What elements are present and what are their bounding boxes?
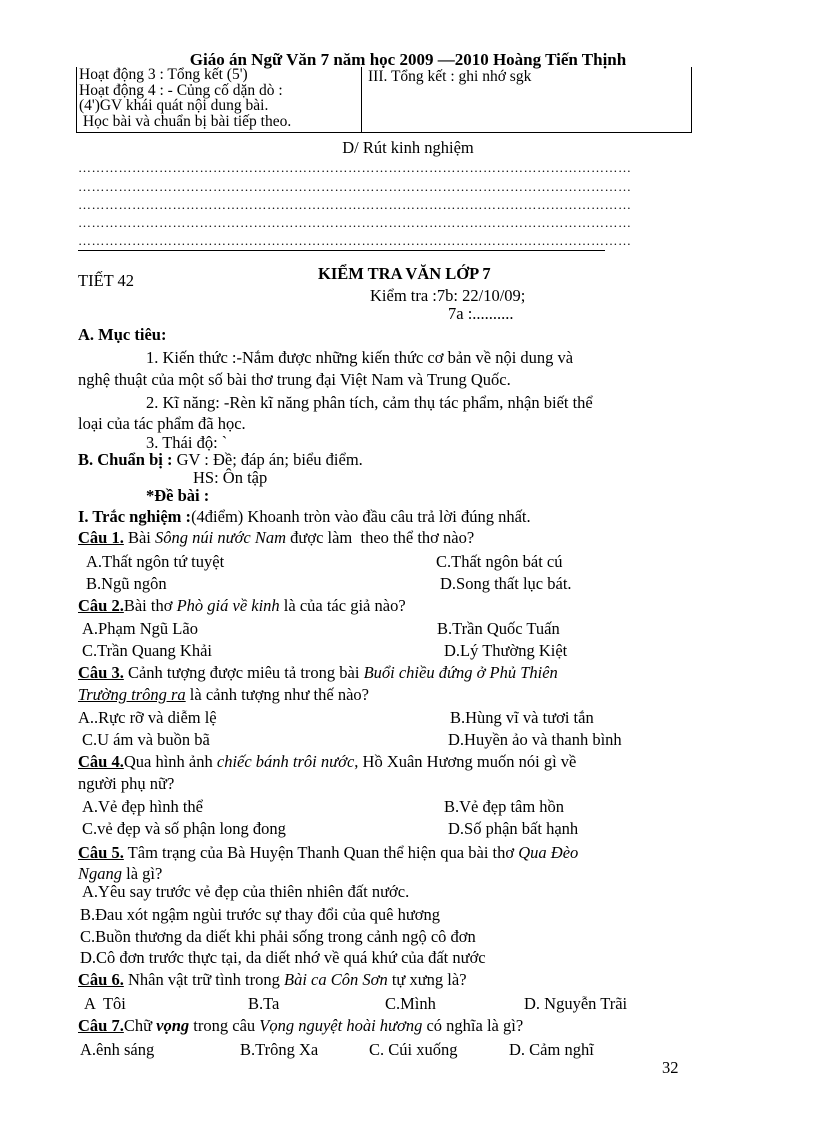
exam-heading: *Đề bài :: [146, 486, 210, 505]
option-c: C.vẻ đẹp và số phận long đong: [82, 819, 286, 838]
option-d: D. Nguyễn Trãi: [524, 994, 628, 1013]
poem-title: Sông núi nước Nam: [155, 528, 287, 547]
question-text: được làm theo thể thơ nào?: [286, 528, 475, 547]
student-prep: HS: Ôn tập: [193, 468, 268, 487]
option-b: B.Ngũ ngôn: [86, 574, 167, 593]
section-b-text: GV : Đề; đáp án; biểu điểm.: [172, 450, 363, 469]
exam-date-7a: 7a :..........: [448, 304, 514, 323]
table-line: Học bài và chuẩn bị bài tiếp theo.: [79, 112, 292, 130]
question-text: Bài: [123, 528, 156, 547]
question-text: Bài thơ: [123, 596, 177, 615]
section-b-label: B. Chuẩn bị :: [78, 450, 173, 469]
dotted-line: ……………………………………………………………………………………………………………: [78, 160, 632, 175]
option-a: A.Phạm Ngũ Lão: [82, 619, 198, 638]
rut-kinh-nghiem-heading: D/ Rút kinh nghiệm: [342, 138, 474, 157]
question-label: Câu 6.: [78, 970, 124, 989]
lesson-number: TIẾT 42: [78, 271, 135, 290]
option-a: A Tôi: [84, 994, 126, 1013]
option-a: A..Rực rỡ và diễm lệ: [78, 708, 217, 727]
summary-table: [76, 67, 692, 133]
exam-date-7b: Kiểm tra :7b: 22/10/09;: [370, 286, 526, 305]
option-a: A.Vẻ đẹp hình thể: [82, 797, 203, 816]
part1-label: I. Trắc nghiệm :: [78, 507, 192, 526]
table-line: Hoạt động 4 : - Củng cố dặn dò :: [79, 81, 283, 99]
question-label: Câu 1.: [78, 528, 124, 547]
question-label: Câu 3.: [78, 663, 124, 682]
option-c: C.Mình: [385, 994, 436, 1013]
option-c: C.Thất ngôn bát cú: [436, 552, 563, 571]
option-d: D.Song thất lục bát.: [440, 574, 572, 593]
dotted-line: ……………………………………………………………………………………………………………: [78, 215, 632, 230]
question-text: Nhân vật trữ tình trong: [123, 970, 285, 989]
option-d: D.Huyền ảo và thanh bình: [448, 730, 622, 749]
objective-attitude: 3. Thái độ: `: [146, 433, 228, 452]
question-4-cont: người phụ nữ?: [78, 774, 175, 793]
option-b: B.Vẻ đẹp tâm hồn: [444, 797, 565, 816]
question-3: [78, 663, 558, 683]
table-right-cell: III. Tổng kết : ghi nhớ sgk: [368, 68, 532, 85]
poem-title: Bài ca Côn Sơn: [284, 970, 388, 989]
dotted-line: ……………………………………………………………………………………………………………: [78, 197, 632, 212]
poem-title: Buổi chiều đứng ở Phủ Thiên: [363, 663, 558, 682]
question-text: là cảnh tượng như thế nào?: [185, 685, 369, 704]
option-c: C.U ám và buồn bã: [82, 730, 210, 749]
question-7: [78, 1016, 523, 1036]
question-text: Cảnh tượng được miêu tả trong bài: [123, 663, 364, 682]
question-text: là của tác giả nào?: [279, 596, 406, 615]
option-d: D.Cô đơn trước thực tại, da diết nhớ về quá khứ của đất nước: [80, 948, 486, 967]
option-b: B.Hùng vĩ và tươi tắn: [450, 708, 594, 727]
question-text: trong câu: [189, 1016, 260, 1035]
option-c: C. Cúi xuống: [369, 1040, 458, 1059]
poem-title: Phò giá về kinh: [176, 596, 280, 615]
poem-title: Qua Đèo: [518, 843, 579, 862]
question-label: Câu 5.: [78, 843, 124, 862]
divider-line: [78, 250, 605, 251]
option-b: B.Trông Xa: [240, 1040, 319, 1059]
table-line: (4')GV khái quát nội dung bài.: [79, 97, 269, 114]
part1-heading: [78, 507, 531, 527]
question-label: Câu 2.: [78, 596, 124, 615]
question-text: tự xưng là?: [387, 970, 467, 989]
question-text: là gì?: [122, 864, 163, 883]
option-a: A.ênh sáng: [80, 1040, 155, 1059]
question-2: [78, 596, 406, 616]
option-d: D. Cảm nghĩ: [509, 1040, 594, 1059]
question-4: [78, 752, 576, 772]
option-c: C.Buồn thương da diết khi phải sống trong cảnh ngộ cô đơn: [80, 927, 476, 946]
option-b: B.Đau xót ngậm ngùi trước sự thay đổi của quê hương: [80, 905, 441, 924]
option-d: D.Lý Thường Kiệt: [444, 641, 568, 660]
objective-skills: 2. Kĩ năng: -Rèn kĩ năng phân tích, cảm thụ tác phẩm, nhận biết thể: [146, 393, 593, 412]
key-word: vọng: [156, 1016, 190, 1035]
objective-knowledge: 1. Kiến thức :-Nắm được những kiến thức cơ bản về nội dung và: [146, 348, 574, 367]
section-a-title: A. Mục tiêu:: [78, 325, 167, 344]
section-b: [78, 450, 363, 470]
poem-title: chiếc bánh trôi nước: [216, 752, 355, 771]
dotted-line: ……………………………………………………………………………………………………………: [78, 233, 632, 248]
poem-line: Vọng nguyệt hoài hương: [259, 1016, 423, 1035]
table-left-cell: [79, 67, 359, 129]
question-3-cont: [78, 685, 369, 705]
question-6: [78, 970, 467, 990]
option-a: A.Thất ngôn tứ tuyệt: [86, 552, 225, 571]
question-label: Câu 7.: [78, 1016, 124, 1035]
exam-title: KIỂM TRA VĂN LỚP 7: [318, 264, 491, 283]
question-5-cont: [78, 864, 162, 884]
option-b: B.Trần Quốc Tuấn: [437, 619, 560, 638]
objective-knowledge-cont: nghệ thuật của một số bài thơ trung đại Việt Nam và Trung Quốc.: [78, 370, 511, 389]
question-5: [78, 843, 578, 863]
question-text: Chữ: [123, 1016, 157, 1035]
page-header: Giáo án Ngữ Văn 7 năm học 2009 —2010 Hoàng Tiến Thịnh: [189, 50, 627, 69]
question-label: Câu 4.: [78, 752, 124, 771]
question-text: Tâm trạng của Bà Huyện Thanh Quan thể hiện qua bài thơ: [123, 843, 519, 862]
part1-text: (4điểm) Khoanh tròn vào đầu câu trả lời đúng nhất.: [191, 507, 531, 526]
objective-skills-cont: loại của tác phẩm đã học.: [78, 414, 246, 433]
poem-title: Ngang: [78, 864, 123, 883]
option-a: A.Yêu say trước vẻ đẹp của thiên nhiên đất nước.: [82, 882, 410, 901]
question-text: , Hồ Xuân Hương muốn nói gì về: [354, 752, 577, 771]
question-1: [78, 528, 474, 548]
question-text: có nghĩa là gì?: [422, 1016, 524, 1035]
table-line: Hoạt động 3 : Tổng kết (5'): [79, 66, 248, 83]
dotted-line: ……………………………………………………………………………………………………………: [78, 179, 632, 194]
table-divider: [361, 67, 362, 132]
option-d: D.Số phận bất hạnh: [448, 819, 579, 838]
poem-title: Trường trông ra: [78, 685, 186, 704]
page-number: 32: [662, 1058, 679, 1077]
question-text: Qua hình ảnh: [123, 752, 217, 771]
option-c: C.Trần Quang Khải: [82, 641, 213, 660]
option-b: B.Ta: [248, 994, 280, 1013]
